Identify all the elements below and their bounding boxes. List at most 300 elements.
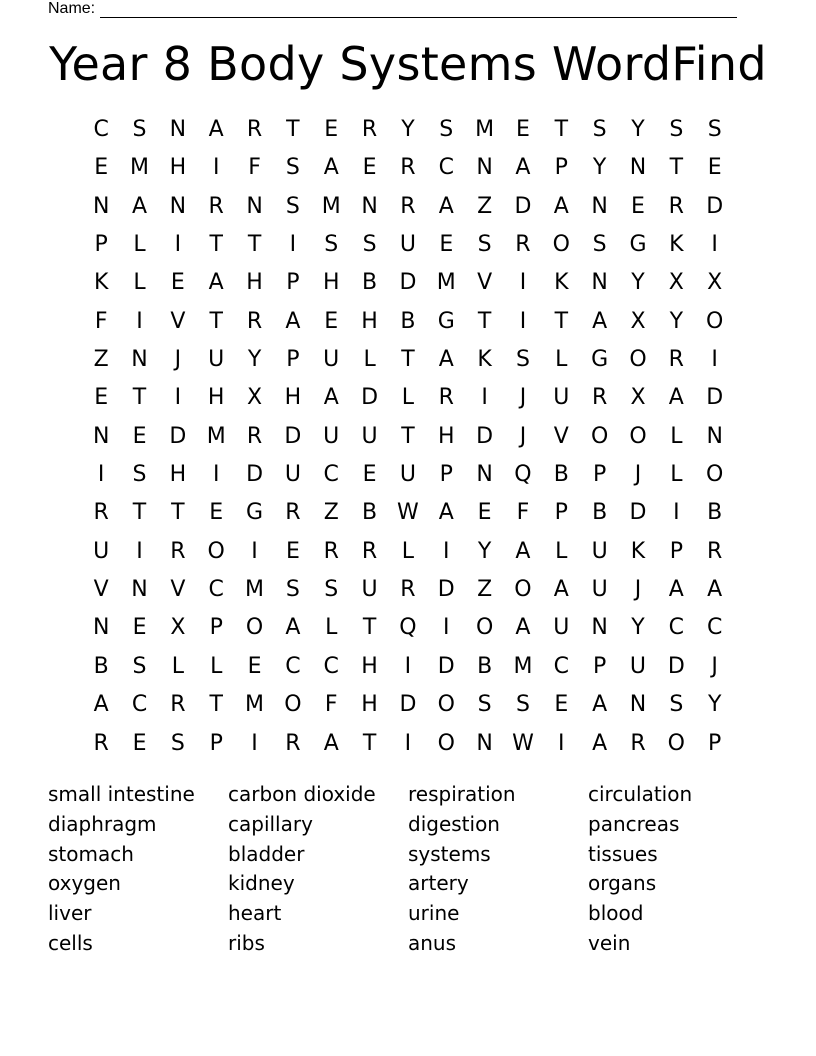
grid-letter: E [132, 730, 147, 756]
grid-letter: E [209, 500, 224, 526]
grid-letter: B [362, 500, 378, 526]
grid-letter: W [512, 730, 534, 756]
word-list-item: circulation [588, 782, 693, 806]
grid-letter: Q [399, 615, 417, 641]
grid-letter: M [513, 653, 533, 679]
grid-letter: E [362, 462, 377, 488]
grid-letter: A [93, 692, 109, 718]
grid-letter: X [668, 270, 684, 296]
grid-letter: S [132, 653, 147, 679]
grid-letter: P [593, 653, 607, 679]
grid-row [82, 494, 734, 532]
grid-letter: S [324, 577, 339, 603]
grid-letter: Z [477, 193, 493, 219]
grid-letter: R [591, 385, 608, 411]
grid-letter: V [170, 308, 186, 334]
grid-letter: A [592, 692, 608, 718]
grid-letter: P [94, 232, 108, 258]
grid-letter: V [170, 577, 186, 603]
grid-letter: R [170, 538, 186, 564]
grid-letter: N [92, 423, 110, 449]
word-list [48, 780, 768, 959]
grid-letter: E [285, 538, 300, 564]
grid-letter: P [439, 462, 453, 488]
grid-letter: U [323, 423, 340, 449]
grid-letter: D [706, 385, 724, 411]
grid-letter: H [169, 462, 187, 488]
grid-letter: R [285, 730, 301, 756]
grid-letter: F [94, 308, 108, 334]
grid-letter: S [707, 117, 722, 142]
grid-letter: S [669, 117, 684, 142]
word-list-item: liver [48, 901, 92, 926]
grid-letter: B [707, 500, 723, 526]
grid-letter: L [325, 615, 338, 641]
word-list-item: kidney [228, 871, 295, 896]
grid-letter: N [92, 193, 110, 219]
grid-row [82, 341, 734, 379]
grid-letter: M [436, 270, 456, 296]
grid-letter: I [212, 462, 220, 488]
grid-row [82, 303, 734, 341]
grid-letter: L [670, 462, 683, 488]
grid-letter: D [399, 692, 417, 718]
grid-letter: U [553, 615, 570, 641]
grid-letter: A [553, 577, 569, 603]
grid-letter: A [592, 730, 608, 756]
grid-letter: O [437, 692, 455, 718]
word-list-item: heart [228, 901, 282, 926]
grid-row [82, 188, 734, 226]
grid-letter: B [592, 500, 608, 526]
grid-letter: U [361, 577, 378, 603]
grid-letter: A [438, 347, 454, 373]
grid-letter: R [246, 117, 263, 142]
grid-letter: A [515, 155, 531, 181]
grid-letter: B [400, 308, 416, 334]
grid-letter: R [400, 577, 416, 603]
grid-letter: F [516, 500, 530, 526]
name-label: Name: [48, 0, 96, 17]
grid-letter: R [630, 730, 646, 756]
word-list-item: tissues [588, 841, 658, 866]
grid-letter: I [136, 308, 143, 334]
grid-letter: I [404, 653, 412, 679]
grid-letter: S [515, 347, 530, 373]
grid-letter: U [591, 577, 608, 603]
grid-letter: D [399, 270, 417, 296]
grid-letter: H [361, 653, 378, 679]
grid-letter: L [555, 347, 568, 373]
grid-letter: N [92, 615, 110, 641]
grid-letter: Z [93, 347, 109, 373]
grid-letter: Y [477, 538, 492, 564]
grid-letter: T [401, 347, 415, 373]
word-list-item: oxygen [48, 871, 121, 896]
grid-letter: I [558, 730, 565, 756]
grid-letter: X [630, 385, 646, 411]
grid-letter: G [591, 347, 609, 373]
grid-letter: H [437, 423, 455, 449]
word-column [228, 780, 408, 959]
grid-letter: N [169, 117, 187, 142]
grid-letter: A [707, 577, 723, 603]
grid-letter: R [170, 692, 186, 718]
grid-row [82, 571, 734, 609]
grid-letter: T [401, 423, 415, 449]
grid-letter: E [324, 117, 339, 142]
grid-letter: A [208, 117, 224, 142]
word-list-item: capillary [228, 811, 313, 836]
word-list-item: diaphragm [48, 811, 157, 836]
grid-letter: M [245, 692, 265, 718]
grid-letter: T [669, 155, 684, 181]
grid-letter: S [592, 117, 607, 142]
grid-letter: N [169, 193, 187, 219]
grid-letter: E [132, 615, 147, 641]
grid-letter: T [132, 385, 147, 411]
grid-letter: S [515, 692, 530, 718]
grid-letter: T [286, 117, 300, 142]
grid-letter: K [669, 232, 684, 258]
word-list-item: respiration [408, 782, 516, 806]
grid-row [82, 686, 734, 724]
grid-letter: E [247, 653, 262, 679]
grid-letter: H [169, 155, 187, 181]
grid-letter: N [476, 462, 493, 488]
grid-letter: F [248, 155, 261, 181]
name-blank-line [100, 3, 737, 18]
grid-row [82, 648, 734, 686]
grid-letter: U [284, 462, 301, 488]
grid-letter: E [362, 155, 377, 181]
grid-letter: Y [401, 117, 415, 142]
word-list-item: stomach [48, 841, 134, 866]
grid-letter: A [668, 577, 684, 603]
grid-letter: Z [323, 500, 339, 526]
grid-letter: P [554, 155, 568, 181]
grid-letter: B [362, 270, 378, 296]
grid-letter: E [516, 117, 530, 142]
grid-letter: C [553, 653, 569, 679]
grid-row [82, 725, 734, 763]
grid-letter: J [519, 423, 527, 449]
grid-letter: T [209, 308, 223, 334]
grid-letter: P [286, 270, 300, 296]
grid-letter: Y [631, 117, 645, 142]
grid-letter: S [132, 117, 147, 142]
grid-letter: J [634, 577, 642, 603]
grid-letter: J [174, 347, 182, 373]
grid-letter: G [629, 232, 647, 258]
grid-letter: D [169, 423, 187, 449]
grid-letter: P [209, 730, 223, 756]
grid-letter: C [285, 653, 301, 679]
grid-letter: S [477, 232, 492, 258]
grid-letter: Z [477, 577, 493, 603]
grid-letter: T [247, 232, 262, 258]
grid-letter: A [515, 538, 531, 564]
grid-letter: L [171, 653, 184, 679]
grid-row [82, 149, 734, 187]
grid-letter: I [136, 538, 143, 564]
word-list-item: anus [408, 930, 457, 955]
grid-letter: T [362, 615, 377, 641]
grid-letter: O [245, 615, 264, 641]
grid-letter: X [630, 308, 646, 334]
grid-letter: P [708, 730, 722, 756]
grid-letter: T [132, 500, 147, 526]
grid-letter: R [323, 538, 339, 564]
grid-letter: M [245, 577, 265, 603]
grid-letter: B [477, 653, 493, 679]
grid-letter: L [670, 423, 683, 449]
grid-letter: R [93, 730, 109, 756]
grid-letter: T [554, 308, 569, 334]
grid-letter: S [362, 232, 377, 258]
grid-letter: U [591, 538, 608, 564]
grid-letter: D [629, 500, 647, 526]
word-list-item: blood [588, 901, 644, 926]
grid-letter: B [93, 653, 109, 679]
grid-letter: A [131, 193, 148, 219]
grid-letter: O [590, 423, 609, 449]
grid-letter: I [174, 385, 182, 411]
grid-letter: T [209, 232, 223, 258]
word-list-item: artery [408, 871, 469, 896]
grid-letter: D [437, 653, 455, 679]
grid-letter: O [284, 692, 302, 718]
grid-letter: E [631, 193, 645, 219]
grid-letter: R [361, 538, 378, 564]
grid-letter: R [93, 500, 109, 526]
grid-letter: U [93, 538, 110, 564]
grid-letter: O [706, 462, 724, 488]
grid-letter: A [323, 385, 339, 411]
grid-letter: I [711, 347, 718, 373]
grid-letter: I [519, 270, 527, 296]
grid-letter: U [399, 232, 416, 258]
grid-letter: K [554, 270, 569, 296]
grid-letter: R [668, 193, 684, 219]
grid-letter: O [207, 538, 225, 564]
grid-letter: R [208, 193, 224, 219]
grid-letter: A [285, 308, 301, 334]
grid-letter: O [514, 577, 532, 603]
grid-letter: A [592, 308, 608, 334]
grid-letter: I [443, 538, 450, 564]
grid-letter: L [555, 538, 568, 564]
grid-letter: K [477, 347, 492, 373]
grid-letter: D [514, 193, 532, 219]
word-list-item: ribs [228, 930, 265, 955]
word-list-item: cells [48, 930, 93, 955]
grid-letter: S [592, 232, 607, 258]
grid-letter: E [439, 232, 454, 258]
grid-letter: A [438, 193, 454, 219]
grid-letter: T [554, 117, 569, 142]
word-column [588, 780, 768, 959]
word-list-item: small intestine [48, 782, 195, 806]
grid-row [82, 418, 734, 456]
grid-letter: N [476, 730, 493, 756]
grid-letter: H [246, 270, 263, 296]
grid-letter: T [362, 730, 377, 756]
grid-letter: Y [592, 155, 607, 181]
grid-letter: M [130, 155, 149, 181]
grid-letter: A [285, 615, 301, 641]
grid-letter: R [438, 385, 454, 411]
grid-letter: N [131, 577, 148, 603]
grid-letter: K [93, 270, 109, 296]
grid-letter: N [591, 193, 608, 219]
grid-letter: P [593, 462, 607, 488]
grid-letter: E [94, 155, 109, 181]
grid-letter: V [477, 270, 493, 296]
grid-letter: Y [631, 615, 645, 641]
grid-letter: I [174, 232, 182, 258]
grid-letter: I [289, 232, 297, 258]
grid-letter: G [437, 308, 455, 334]
grid-letter: N [706, 423, 723, 449]
grid-letter: I [404, 730, 412, 756]
grid-letter: T [209, 692, 223, 718]
grid-letter: U [361, 423, 378, 449]
grid-letter: U [629, 653, 647, 679]
grid-letter: D [437, 577, 455, 603]
grid-letter: C [323, 653, 339, 679]
grid-letter: U [553, 385, 570, 411]
grid-letter: J [519, 385, 527, 411]
grid-letter: T [171, 500, 185, 526]
grid-letter: O [629, 423, 647, 449]
grid-letter: D [361, 385, 379, 411]
grid-letter: C [668, 615, 685, 641]
grid-letter: S [132, 462, 147, 488]
grid-letter: X [247, 385, 263, 411]
grid-letter: W [397, 500, 419, 526]
grid-letter: T [477, 308, 492, 334]
word-list-item: carbon dioxide [228, 782, 376, 806]
grid-letter: H [361, 692, 378, 718]
grid-letter: I [711, 232, 718, 258]
grid-letter: R [246, 423, 263, 449]
grid-letter: A [438, 500, 454, 526]
grid-letter: N [131, 347, 148, 373]
grid-letter: Y [707, 692, 722, 718]
word-list-item: organs [588, 871, 657, 896]
grid-letter: I [519, 308, 527, 334]
grid-letter: O [706, 308, 724, 334]
grid-letter: I [212, 155, 220, 181]
name-field [48, 0, 737, 18]
grid-letter: O [667, 730, 685, 756]
grid-letter: P [669, 538, 683, 564]
grid-letter: R [285, 500, 301, 526]
grid-letter: S [439, 117, 454, 142]
grid-letter: H [361, 308, 378, 334]
grid-letter: E [554, 692, 569, 718]
grid-letter: A [553, 193, 569, 219]
grid-letter: S [285, 155, 300, 181]
grid-letter: S [170, 730, 185, 756]
word-column [408, 780, 588, 959]
word-list-item: digestion [408, 811, 500, 836]
grid-letter: H [207, 385, 225, 411]
grid-letter: U [399, 462, 416, 488]
grid-letter: R [400, 155, 416, 181]
grid-letter: C [93, 117, 109, 142]
grid-letter: I [97, 462, 105, 488]
grid-row [82, 111, 734, 149]
grid-letter: L [133, 270, 146, 296]
grid-letter: P [209, 615, 223, 641]
grid-letter: J [711, 653, 718, 679]
grid-letter: L [363, 347, 376, 373]
grid-letter: M [475, 117, 495, 142]
grid-letter: S [285, 193, 300, 219]
grid-letter: C [131, 692, 148, 718]
grid-letter: O [437, 730, 455, 756]
grid-letter: R [400, 193, 416, 219]
grid-letter: L [401, 538, 415, 564]
grid-letter: O [629, 347, 647, 373]
grid-letter: Q [514, 462, 532, 488]
grid-letter: N [591, 615, 608, 641]
letter-grid [82, 111, 734, 763]
grid-letter: U [208, 347, 225, 373]
grid-letter: D [284, 423, 302, 449]
grid-letter: H [322, 270, 340, 296]
grid-letter: V [93, 577, 109, 603]
grid-row [82, 264, 734, 302]
grid-letter: O [475, 615, 494, 641]
word-list-item: systems [408, 841, 491, 866]
grid-letter: A [668, 385, 684, 411]
grid-letter: I [443, 615, 450, 641]
grid-letter: N [476, 155, 493, 181]
grid-letter: X [707, 270, 723, 296]
grid-letter: A [515, 615, 531, 641]
grid-letter: P [286, 347, 300, 373]
grid-letter: R [246, 308, 263, 334]
grid-letter: R [668, 347, 684, 373]
grid-letter: S [285, 577, 300, 603]
grid-row [82, 456, 734, 494]
grid-letter: Y [247, 347, 262, 373]
grid-letter: L [133, 232, 146, 258]
grid-row [82, 533, 734, 571]
grid-letter: E [324, 308, 339, 334]
grid-letter: R [361, 117, 378, 142]
grid-letter: N [629, 692, 647, 718]
grid-letter: S [669, 692, 684, 718]
grid-letter: L [401, 385, 415, 411]
grid-letter: P [554, 500, 568, 526]
grid-letter: N [591, 270, 608, 296]
grid-letter: E [170, 270, 185, 296]
grid-row [82, 609, 734, 647]
grid-letter: H [284, 385, 302, 411]
grid-letter: D [476, 423, 494, 449]
word-list-item: vein [588, 930, 631, 955]
grid-letter: D [667, 653, 685, 679]
grid-letter: E [132, 423, 147, 449]
grid-letter: S [324, 232, 339, 258]
grid-letter: Y [669, 308, 684, 334]
grid-letter: E [477, 500, 492, 526]
grid-letter: G [246, 500, 264, 526]
